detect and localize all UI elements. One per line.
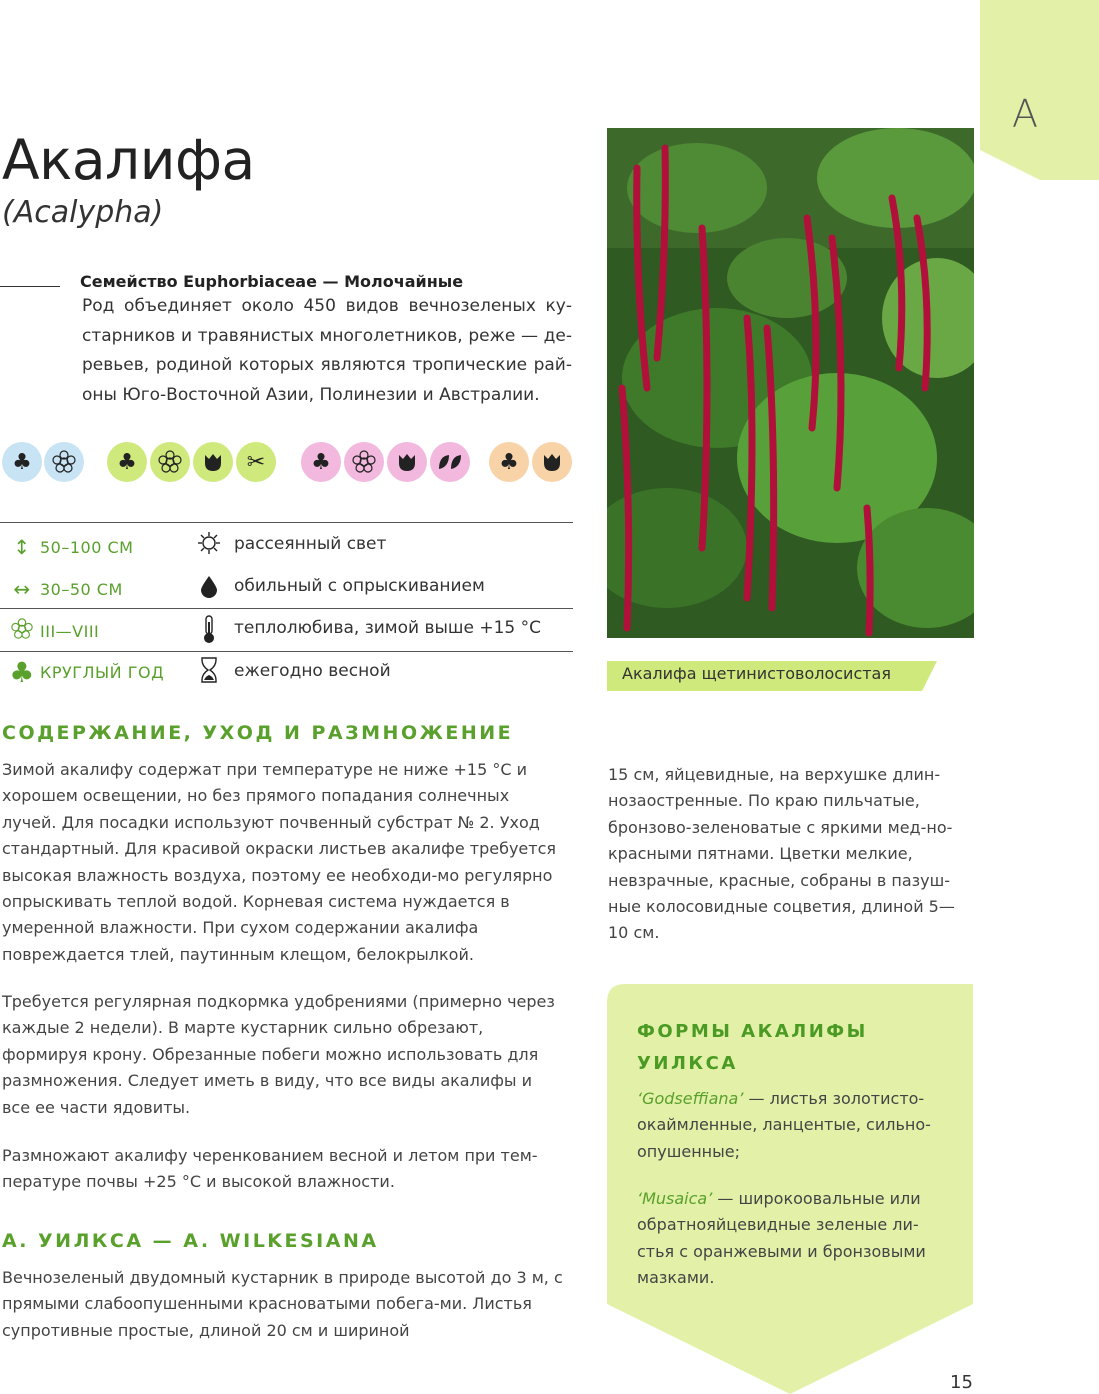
photo-caption: Акалифа щетинистоволосистая (622, 664, 891, 683)
clover-icon: ♣ (9, 655, 35, 689)
sun-icon (196, 531, 222, 560)
spec-water: обильный с опрыскиванием (234, 576, 485, 596)
spec-temperature: теплолюбива, зимой выше +15 °С (234, 618, 541, 638)
rose-icon (344, 442, 384, 482)
rose-icon (8, 617, 36, 646)
care-paragraph-3: Размножают акалифу черенкованием весной и летом при тем-пературе почвы +25 °С и высокой влажности. (2, 1146, 538, 1192)
section-heading-care: СОДЕРЖАНИЕ, УХОД И РАЗМНОЖЕНИЕ (2, 722, 514, 744)
spec-repotting: ежегодно весной (234, 661, 391, 681)
species-paragraph: Вечнозеленый двудомный кустарник в природе высотой до 3 м, с прямыми слабоопушенными красноватыми побега-ми. Листья супротивные простые, длиной 20 см и шириной (2, 1268, 563, 1340)
thermometer-icon (196, 614, 222, 649)
tulip-icon (532, 442, 572, 482)
care-paragraph-2: Требуется регулярная подкормка удобрениями (примерно через каждые 2 недели). В марте кустарник сильно обрезают, формируя крону. Обрезанные побеги можно использовать для размножения. Следует иметь в виду, что все виды акалифы и все ее части ядовиты. (2, 992, 555, 1117)
family-name: Семейство Euphorbiaceae — Молочайные (80, 272, 464, 291)
page-title: Акалифа (2, 128, 255, 192)
form-item-godseffiana: ‘Godseffiana’ — листья золотисто-окаймленные, ланцентые, сильно-опушенные; (637, 1089, 931, 1161)
drop-icon (196, 574, 222, 603)
alphabet-tab (980, 0, 1099, 180)
rose-icon (150, 442, 190, 482)
leaves-icon (430, 442, 470, 482)
intro-text: Род объединяет около 450 видов вечнозеленых ку-старников и травянистых многолетников, реже — де-ревьев, родиной которых являются тропические рай-оны Юго-Восточной Азии, Полинезии и Австралии. (82, 296, 572, 405)
form-item-musaica: ‘Musaica’ — широкоовальные или обратнояйцевидные зеленые ли-стья с оранжевыми и бронзовыми мазками. (637, 1189, 926, 1288)
latin-name: (Acalypha) (2, 195, 164, 230)
tulip-icon (193, 442, 233, 482)
spec-divider (0, 651, 573, 652)
divider (0, 286, 60, 287)
scissors-icon: ✂ (236, 442, 276, 482)
tulip-icon (387, 442, 427, 482)
vertical-arrow-icon: ↕ (13, 535, 31, 559)
spec-height: ↕ 50–100 СМ (8, 532, 133, 562)
alphabet-letter: А (1012, 92, 1038, 136)
spec-light: рассеянный свет (234, 534, 387, 554)
spec-divider (0, 608, 573, 609)
page-number: 15 (950, 1372, 973, 1393)
clover-icon: ♣ (107, 442, 147, 482)
clover-icon: ♣ (489, 442, 529, 482)
horizontal-arrow-icon: ↔ (13, 577, 31, 601)
care-paragraph-1: Зимой акалифу содержат при температуре не ниже +15 °С и хорошем освещении, но без прямого попадания солнечных лучей. Для посадки используют почвенный субстрат № 2. Уход стандартный. Для красивой окраски листьев акалифе требуется высокая влажность воздуха, поэтому ее необходи-мо регулярно опрыскивать теплой водой. Корневая система нуждается в умеренной влажности. При сухом содержании акалифа повреждается тлей, паутинным клещом, белокрылкой. (2, 760, 556, 964)
rose-icon (44, 442, 84, 482)
forms-box-title: ФОРМЫ АКАЛИФЫ УИЛКСА (637, 1021, 868, 1074)
spec-season: ♣ КРУГЛЫЙ ГОД (9, 655, 165, 689)
hourglass-icon (196, 656, 222, 689)
section-heading-species: А. УИЛКСА — A. WILKESIANA (2, 1230, 379, 1252)
plant-photo (607, 128, 974, 638)
species-paragraph-continued: 15 см, яйцевидные, на верхушке длин-нозаостренные. По краю пильчатые, бронзово-зеленоватые с яркими мед-но-красными пятнами. Цветки мелкие, невзрачные, красные, собраны в пазуш-ные колосовидные соцветия, длиной 5—10 см. (608, 765, 955, 943)
clover-icon: ♣ (301, 442, 341, 482)
spec-flowering-months: III—VIII (8, 616, 99, 646)
spec-divider (0, 522, 573, 523)
clover-icon: ♣ (2, 442, 42, 482)
spec-width: ↔ 30–50 СМ (8, 574, 123, 604)
